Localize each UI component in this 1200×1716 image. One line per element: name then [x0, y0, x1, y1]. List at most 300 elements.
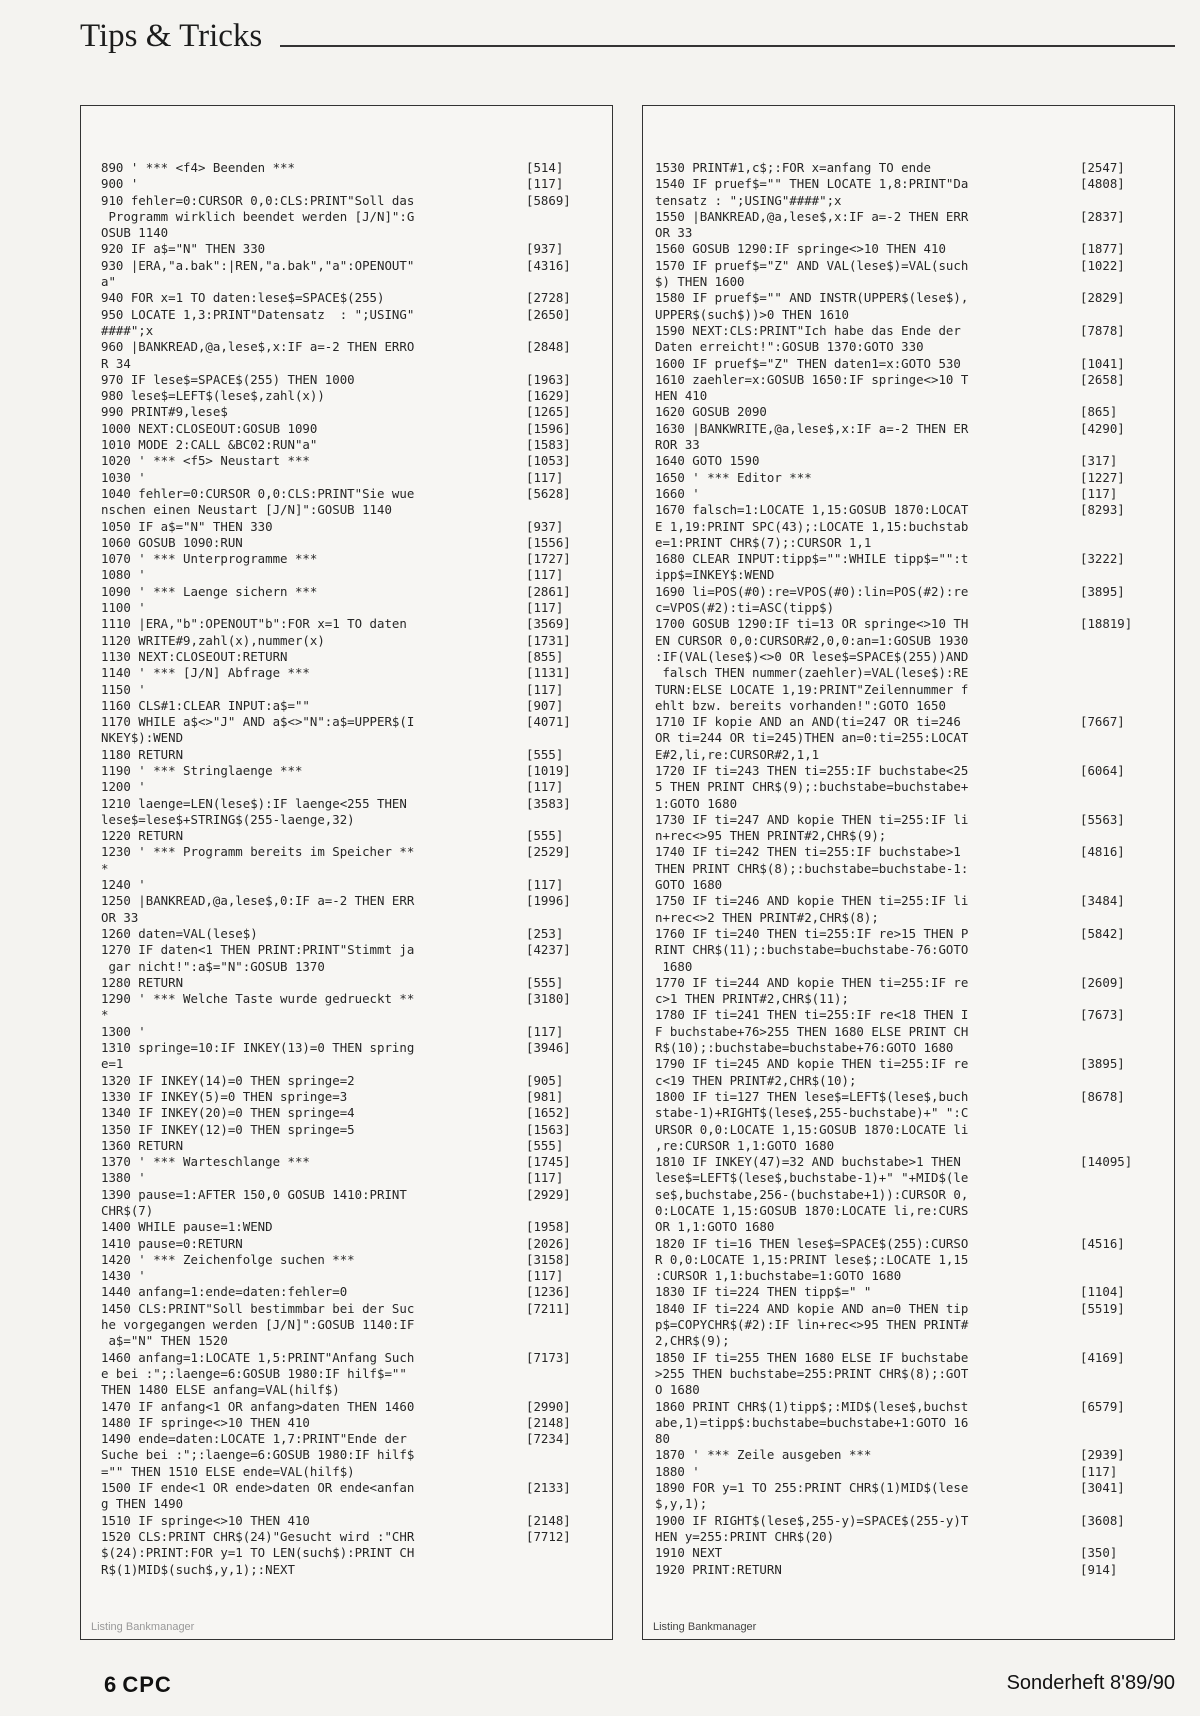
- code-line: [101, 1431, 612, 1447]
- checksum: [1563]: [526, 1121, 571, 1137]
- code-text: 1760 IF ti=240 THEN ti=255:IF re>15 THEN P: [655, 925, 969, 941]
- code-text: 1420 ' *** Zeichenfolge suchen ***: [101, 1251, 355, 1267]
- code-line: [101, 1513, 612, 1529]
- code-line: [655, 209, 1174, 225]
- checksum: [5628]: [526, 485, 571, 501]
- code-line: [655, 567, 1174, 583]
- checksum: [3041]: [1080, 1480, 1125, 1496]
- code-listing-right: [643, 160, 1174, 1578]
- code-text: e bei :";:laenge=6:GOSUB 1980:IF hilf$="": [101, 1365, 407, 1381]
- code-text: 1210 laenge=LEN(lese$):IF laenge<255 THEN: [101, 795, 407, 811]
- checksum: [14095]: [1080, 1154, 1133, 1170]
- checksum: [317]: [1080, 453, 1118, 469]
- code-text: 1590 NEXT:CLS:PRINT"Ich habe das Ende der: [655, 322, 961, 338]
- code-text: $,y,1);: [655, 1496, 708, 1512]
- code-line: [101, 1203, 612, 1219]
- code-line: [655, 290, 1174, 306]
- code-text: 1640 GOTO 1590: [655, 453, 760, 469]
- code-text: E#2,li,re:CURSOR#2,1,1: [655, 746, 820, 762]
- code-line: [655, 388, 1174, 404]
- code-line: [655, 160, 1174, 176]
- checksum: [1053]: [526, 453, 571, 469]
- code-text: 0:LOCATE 1,15:GOSUB 1870:LOCATE li,re:CURS: [655, 1203, 969, 1218]
- checksum: [7878]: [1080, 322, 1125, 338]
- code-line: [655, 1236, 1174, 1252]
- listing-caption-right: Listing Bankmanager: [653, 1621, 757, 1633]
- code-text: 1830 IF ti=224 THEN tipp$=" ": [655, 1284, 872, 1300]
- code-text: 1780 IF ti=241 THEN ti=255:IF re<18 THEN I: [655, 1007, 969, 1023]
- code-text: NKEY$):WEND: [101, 730, 184, 746]
- code-text: >255 THEN buchstabe=255:PRINT CHR$(8);:GOT: [655, 1365, 969, 1381]
- code-line: [101, 828, 612, 844]
- code-text: THEN 1480 ELSE anfang=VAL(hilf$): [101, 1382, 340, 1398]
- checksum: [117]: [1080, 1463, 1118, 1479]
- checksum: [1556]: [526, 534, 571, 550]
- code-line: [101, 698, 612, 714]
- code-line: [101, 747, 612, 763]
- code-text: a$="N" THEN 1520: [101, 1333, 228, 1349]
- code-text: 1470 IF anfang<1 OR anfang>daten THEN 1460: [101, 1398, 415, 1414]
- code-text: 1050 IF a$="N" THEN 330: [101, 518, 273, 534]
- code-line: [101, 486, 612, 502]
- checksum: [2148]: [526, 1414, 571, 1430]
- code-text: 1750 IF ti=246 AND kopie THEN ti=255:IF li: [655, 893, 969, 909]
- code-text: 1850 IF ti=255 THEN 1680 ELSE IF buchstabe: [655, 1349, 969, 1365]
- checksum: [4516]: [1080, 1235, 1125, 1251]
- code-line: [655, 323, 1174, 339]
- code-text: 1540 IF pruef$="" THEN LOCATE 1,8:PRINT"Da: [655, 176, 969, 192]
- code-text: OR 33: [101, 909, 139, 925]
- checksum: [117]: [526, 567, 564, 583]
- code-text: 980 lese$=LEFT$(lese$,zahl(x)): [101, 388, 325, 404]
- checksum: [3180]: [526, 991, 571, 1007]
- code-line: [101, 356, 612, 372]
- code-text: 1840 IF ti=224 AND kopie AND an=0 THEN tip: [655, 1300, 969, 1316]
- code-line: [101, 1464, 612, 1480]
- checksum: [6579]: [1080, 1398, 1125, 1414]
- code-line: [101, 682, 612, 698]
- code-line: [655, 584, 1174, 600]
- code-line: [101, 372, 612, 388]
- page-number: 6: [104, 1672, 117, 1697]
- code-text: 1340 IF INKEY(20)=0 THEN springe=4: [101, 1105, 355, 1121]
- code-line: [655, 453, 1174, 469]
- code-text: 1180 RETURN: [101, 746, 184, 762]
- code-line: [655, 1040, 1174, 1056]
- checksum: [937]: [526, 518, 564, 534]
- checksum: [6064]: [1080, 762, 1125, 778]
- code-line: [655, 1170, 1174, 1186]
- checksum: [18819]: [1080, 616, 1133, 632]
- code-text: lese$=LEFT$(lese$,buchstabe-1)+" "+MID$(le: [655, 1170, 969, 1186]
- code-text: 1660 ': [655, 485, 700, 501]
- code-line: [101, 714, 612, 730]
- code-text: 2,CHR$(9);: [655, 1333, 730, 1349]
- checksum: [3583]: [526, 795, 571, 811]
- code-text: 1810 IF INKEY(47)=32 AND buchstabe>1 THEN: [655, 1154, 961, 1170]
- checksum: [4290]: [1080, 420, 1125, 436]
- code-text: 920 IF a$="N" THEN 330: [101, 241, 266, 257]
- code-line: [101, 258, 612, 274]
- checksum: [7173]: [526, 1349, 571, 1365]
- code-text: n+rec<>2 THEN PRINT#2,CHR$(8);: [655, 909, 879, 925]
- code-line: [655, 1187, 1174, 1203]
- code-line: [101, 1301, 612, 1317]
- code-text: 1380 ': [101, 1170, 146, 1186]
- code-text: abe,1)=tipp$:buchstabe=buchstabe+1:GOTO 16: [655, 1414, 969, 1430]
- code-line: [101, 1122, 612, 1138]
- checksum: [253]: [526, 925, 564, 941]
- code-text: gar nicht!":a$="N":GOSUB 1370: [101, 958, 325, 974]
- code-text: e=1:PRINT CHR$(7);:CURSOR 1,1: [655, 534, 872, 550]
- code-line: [101, 1317, 612, 1333]
- code-text: :IF(VAL(lese$)<>0 OR lese$=SPACE$(255))AND: [655, 648, 969, 664]
- code-text: 1190 ' *** Stringlaenge ***: [101, 762, 303, 778]
- code-text: OR ti=244 OR ti=245)THEN an=0:ti=255:LOCAT: [655, 730, 969, 746]
- code-line: [101, 470, 612, 486]
- checksum: [555]: [526, 974, 564, 990]
- code-line: [655, 959, 1174, 975]
- checksum: [117]: [526, 1170, 564, 1186]
- code-line: [655, 682, 1174, 698]
- code-line: [101, 535, 612, 551]
- code-text: 1480 IF springe<>10 THEN 410: [101, 1414, 310, 1430]
- code-line: [101, 453, 612, 469]
- checksum: [117]: [526, 877, 564, 893]
- code-line: [655, 1496, 1174, 1512]
- checksum: [7667]: [1080, 714, 1125, 730]
- code-line: [655, 796, 1174, 812]
- code-line: [655, 877, 1174, 893]
- code-text: 1900 IF RIGHT$(lese$,255-y)=SPACE$(255-y)T: [655, 1512, 969, 1528]
- code-line: [655, 665, 1174, 681]
- code-text: 1030 ': [101, 469, 146, 485]
- footer-left: [104, 1672, 172, 1698]
- code-line: [101, 274, 612, 290]
- code-line: [101, 1170, 612, 1186]
- code-text: OSUB 1140: [101, 225, 169, 241]
- code-line: [655, 1333, 1174, 1349]
- code-text: 970 IF lese$=SPACE$(255) THEN 1000: [101, 371, 355, 387]
- code-text: 5 THEN PRINT CHR$(9);:buchstabe=buchstabe+: [655, 779, 969, 795]
- code-text: 1290 ' *** Welche Taste wurde gedrueckt **: [101, 991, 415, 1007]
- code-line: [101, 1024, 612, 1040]
- code-text: 1230 ' *** Programm bereits im Speicher **: [101, 844, 415, 860]
- code-line: [101, 209, 612, 225]
- code-text: 1040 fehler=0:CURSOR 0,0:CLS:PRINT"Sie wue: [101, 485, 415, 501]
- code-line: [655, 356, 1174, 372]
- code-line: [101, 1480, 612, 1496]
- code-text: he vorgegangen werden [J/N]":GOSUB 1140:IF: [101, 1317, 415, 1333]
- checksum: [555]: [526, 746, 564, 762]
- code-text: 1160 CLS#1:CLEAR INPUT:a$="": [101, 697, 310, 713]
- code-line: [655, 1529, 1174, 1545]
- code-line: [101, 1545, 612, 1561]
- code-line: [655, 404, 1174, 420]
- magazine-name: CPC: [122, 1672, 172, 1697]
- code-line: [655, 1366, 1174, 1382]
- code-text: 1920 PRINT:RETURN: [655, 1561, 782, 1577]
- checksum: [4808]: [1080, 176, 1125, 192]
- code-line: [655, 307, 1174, 323]
- checksum: [514]: [526, 160, 564, 175]
- code-line: [655, 861, 1174, 877]
- code-line: [655, 812, 1174, 828]
- checksum: [117]: [526, 469, 564, 485]
- checksum: [3895]: [1080, 1056, 1125, 1072]
- code-line: [101, 779, 612, 795]
- code-text: 1910 NEXT: [655, 1545, 723, 1561]
- code-listing-left: [81, 160, 612, 1578]
- code-text: 80: [655, 1431, 670, 1447]
- code-line: [101, 1382, 612, 1398]
- code-line: [655, 1219, 1174, 1235]
- code-line: [655, 991, 1174, 1007]
- code-line: [101, 1040, 612, 1056]
- code-line: [101, 812, 612, 828]
- code-line: [655, 714, 1174, 730]
- code-line: [655, 225, 1174, 241]
- code-line: [655, 1415, 1174, 1431]
- checksum: [2650]: [526, 306, 571, 322]
- code-line: [101, 877, 612, 893]
- code-line: [655, 1464, 1174, 1480]
- checksum: [1652]: [526, 1105, 571, 1121]
- code-line: [101, 307, 612, 323]
- code-text: TURN:ELSE LOCATE 1,19:PRINT"Zeilennummer f: [655, 681, 969, 697]
- checksum: [2939]: [1080, 1447, 1125, 1463]
- code-line: [655, 1154, 1174, 1170]
- code-line: [101, 959, 612, 975]
- code-text: 1300 ': [101, 1023, 146, 1039]
- code-text: OR 1,1:GOTO 1680: [655, 1219, 775, 1235]
- code-text: 1220 RETURN: [101, 828, 184, 844]
- code-line: [101, 339, 612, 355]
- code-line: [101, 796, 612, 812]
- code-line: [101, 893, 612, 909]
- code-text: 1130 NEXT:CLOSEOUT:RETURN: [101, 648, 288, 664]
- code-text: n+rec<>95 THEN PRINT#2,CHR$(9);: [655, 828, 887, 844]
- code-line: [655, 1073, 1174, 1089]
- code-line: [101, 584, 612, 600]
- code-line: [101, 323, 612, 339]
- code-text: 1170 WHILE a$<>"J" AND a$<>"N":a$=UPPER$(I: [101, 714, 415, 730]
- code-line: [655, 616, 1174, 632]
- code-line: [655, 1138, 1174, 1154]
- code-line: [101, 1089, 612, 1105]
- code-text: 1430 ': [101, 1268, 146, 1284]
- code-line: [101, 1252, 612, 1268]
- checksum: [5869]: [526, 192, 571, 208]
- code-line: [101, 844, 612, 860]
- code-line: [101, 861, 612, 877]
- code-line: [655, 1122, 1174, 1138]
- code-text: 1580 IF pruef$="" AND INSTR(UPPER$(lese$),: [655, 290, 969, 306]
- code-line: [655, 1562, 1174, 1578]
- code-text: 1270 IF daten<1 THEN PRINT:PRINT"Stimmt ja: [101, 942, 415, 958]
- code-text: 1000 NEXT:CLOSEOUT:GOSUB 1090: [101, 420, 318, 436]
- code-line: [101, 1105, 612, 1121]
- code-line: [101, 241, 612, 257]
- code-line: [101, 1496, 612, 1512]
- code-line: [101, 1399, 612, 1415]
- code-line: [101, 926, 612, 942]
- code-line: [101, 421, 612, 437]
- code-line: [101, 160, 612, 176]
- checksum: [1041]: [1080, 355, 1125, 371]
- checksum: [4071]: [526, 714, 571, 730]
- code-line: [101, 502, 612, 518]
- header-rule: [280, 45, 1175, 47]
- checksum: [4816]: [1080, 844, 1125, 860]
- checksum: [117]: [526, 779, 564, 795]
- code-text: 1260 daten=VAL(lese$): [101, 925, 258, 941]
- checksum: [3946]: [526, 1040, 571, 1056]
- code-text: R$(10);:buchstabe=buchstabe+76:GOTO 1680: [655, 1040, 954, 1056]
- code-text: UPPER$(such$))>0 THEN 1610: [655, 306, 849, 322]
- checksum: [937]: [526, 241, 564, 257]
- code-text: ,re:CURSOR 1,1:GOTO 1680: [655, 1137, 835, 1153]
- code-text: URSOR 0,0:LOCATE 1,15:GOSUB 1870:LOCATE li: [655, 1121, 969, 1137]
- checksum: [5842]: [1080, 925, 1125, 941]
- checksum: [3484]: [1080, 893, 1125, 909]
- code-text: c=VPOS(#2):ti=ASC(tipp$): [655, 600, 835, 616]
- code-line: [101, 665, 612, 681]
- code-text: HEN 410: [655, 388, 708, 404]
- code-line: [101, 975, 612, 991]
- code-text: 1150 ': [101, 681, 146, 697]
- code-text: 1680 CLEAR INPUT:tipp$="":WHILE tipp$="":t: [655, 551, 969, 567]
- code-text: O 1680: [655, 1382, 700, 1398]
- checksum: [2609]: [1080, 974, 1125, 990]
- code-line: [101, 193, 612, 209]
- checksum: [1731]: [526, 632, 571, 648]
- code-text: 1060 GOSUB 1090:RUN: [101, 534, 243, 550]
- code-text: 1140 ' *** [J/N] Abfrage ***: [101, 665, 310, 681]
- page-header: [80, 18, 1175, 58]
- code-text: 950 LOCATE 1,3:PRINT"Datensatz : ";USING": [101, 306, 415, 322]
- code-line: [101, 1268, 612, 1284]
- code-line: [655, 926, 1174, 942]
- checksum: [3608]: [1080, 1512, 1125, 1528]
- code-text: 1120 WRITE#9,zahl(x),nummer(x): [101, 632, 325, 648]
- code-line: [101, 225, 612, 241]
- code-text: 1360 RETURN: [101, 1137, 184, 1153]
- code-text: *: [101, 860, 109, 876]
- code-text: 1630 |BANKWRITE,@a,lese$,x:IF a=-2 THEN ER: [655, 420, 969, 436]
- code-line: [655, 1317, 1174, 1333]
- code-text: 910 fehler=0:CURSOR 0,0:CLS:PRINT"Soll das: [101, 192, 415, 208]
- code-line: [655, 1024, 1174, 1040]
- checksum: [1629]: [526, 388, 571, 404]
- code-text: c<19 THEN PRINT#2,CHR$(10);: [655, 1072, 857, 1088]
- code-text: Programm wirklich beendet werden [J/N]":G: [101, 208, 415, 224]
- checksum: [2861]: [526, 583, 571, 599]
- code-text: ipp$=INKEY$:WEND: [655, 567, 775, 583]
- code-text: ROR 33: [655, 437, 700, 453]
- code-text: 1240 ': [101, 877, 146, 893]
- code-line: [655, 1252, 1174, 1268]
- code-text: 1820 IF ti=16 THEN lese$=SPACE$(255):CURSO: [655, 1235, 969, 1251]
- code-line: [655, 942, 1174, 958]
- code-line: [655, 893, 1174, 909]
- code-text: F buchstabe+76>255 THEN 1680 ELSE PRINT CH: [655, 1023, 969, 1039]
- code-text: OR 33: [655, 225, 693, 241]
- code-text: 900 ': [101, 176, 139, 192]
- code-text: 1460 anfang=1:LOCATE 1,5:PRINT"Anfang Such: [101, 1349, 415, 1365]
- section-title: Tips & Tricks: [80, 18, 263, 54]
- code-line: [655, 372, 1174, 388]
- code-line: [101, 551, 612, 567]
- checksum: [117]: [526, 1268, 564, 1284]
- checksum: [2658]: [1080, 371, 1125, 387]
- code-line: [655, 828, 1174, 844]
- checksum: [5519]: [1080, 1300, 1125, 1316]
- issue-label: Sonderheft 8'89/90: [1006, 1672, 1175, 1694]
- code-text: 1650 ' *** Editor ***: [655, 469, 812, 485]
- code-text: 1200 ': [101, 779, 146, 795]
- code-text: R 34: [101, 355, 131, 371]
- code-text: falsch THEN nummer(zaehler)=VAL(lese$):RE: [655, 665, 969, 681]
- code-line: [655, 1007, 1174, 1023]
- code-text: :CURSOR 1,1:buchstabe=1:GOTO 1680: [655, 1268, 902, 1284]
- code-line: [101, 388, 612, 404]
- code-text: 1610 zaehler=x:GOSUB 1650:IF springe<>10 T: [655, 371, 969, 387]
- code-text: 1700 GOSUB 1290:IF ti=13 OR springe<>10 TH: [655, 616, 969, 632]
- checksum: [2728]: [526, 290, 571, 306]
- code-line: [655, 975, 1174, 991]
- checksum: [1022]: [1080, 257, 1125, 273]
- checksum: [2529]: [526, 844, 571, 860]
- code-text: g THEN 1490: [101, 1496, 184, 1512]
- code-text: 1070 ' *** Unterprogramme ***: [101, 551, 318, 567]
- code-line: [655, 421, 1174, 437]
- code-line: [655, 486, 1174, 502]
- checksum: [8678]: [1080, 1088, 1125, 1104]
- code-text: 930 |ERA,"a.bak":|REN,"a.bak","a":OPENOUT": [101, 257, 415, 273]
- listing-box-left: [80, 105, 613, 1640]
- checksum: [1019]: [526, 762, 571, 778]
- code-line: [101, 649, 612, 665]
- code-line: [655, 730, 1174, 746]
- checksum: [865]: [1080, 404, 1118, 420]
- code-line: [101, 1366, 612, 1382]
- code-text: 1770 IF ti=244 AND kopie THEN ti=255:IF re: [655, 974, 969, 990]
- code-line: [101, 942, 612, 958]
- code-line: [101, 763, 612, 779]
- code-text: c>1 THEN PRINT#2,CHR$(11);: [655, 991, 849, 1007]
- code-text: e=1: [101, 1056, 124, 1072]
- checksum: [1131]: [526, 665, 571, 681]
- checksum: [1958]: [526, 1219, 571, 1235]
- code-text: 1370 ' *** Warteschlange ***: [101, 1154, 310, 1170]
- code-line: [655, 1284, 1174, 1300]
- checksum: [905]: [526, 1072, 564, 1088]
- code-text: 1550 |BANKREAD,@a,lese$,x:IF a=-2 THEN ERR: [655, 208, 969, 224]
- code-line: [101, 1284, 612, 1300]
- checksum: [4316]: [526, 257, 571, 273]
- code-line: [655, 1203, 1174, 1219]
- code-line: [655, 193, 1174, 209]
- code-text: GOTO 1680: [655, 877, 723, 893]
- code-line: [655, 241, 1174, 257]
- code-text: 1800 IF ti=127 THEN lese$=LEFT$(lese$,buch: [655, 1088, 969, 1104]
- code-text: $) THEN 1600: [655, 274, 745, 290]
- code-text: 960 |BANKREAD,@a,lese$,x:IF a=-2 THEN ERRO: [101, 339, 415, 355]
- code-line: [101, 1415, 612, 1431]
- code-text: ehlt bzw. bereits vorhanden!":GOTO 1650: [655, 697, 946, 713]
- code-line: [101, 1073, 612, 1089]
